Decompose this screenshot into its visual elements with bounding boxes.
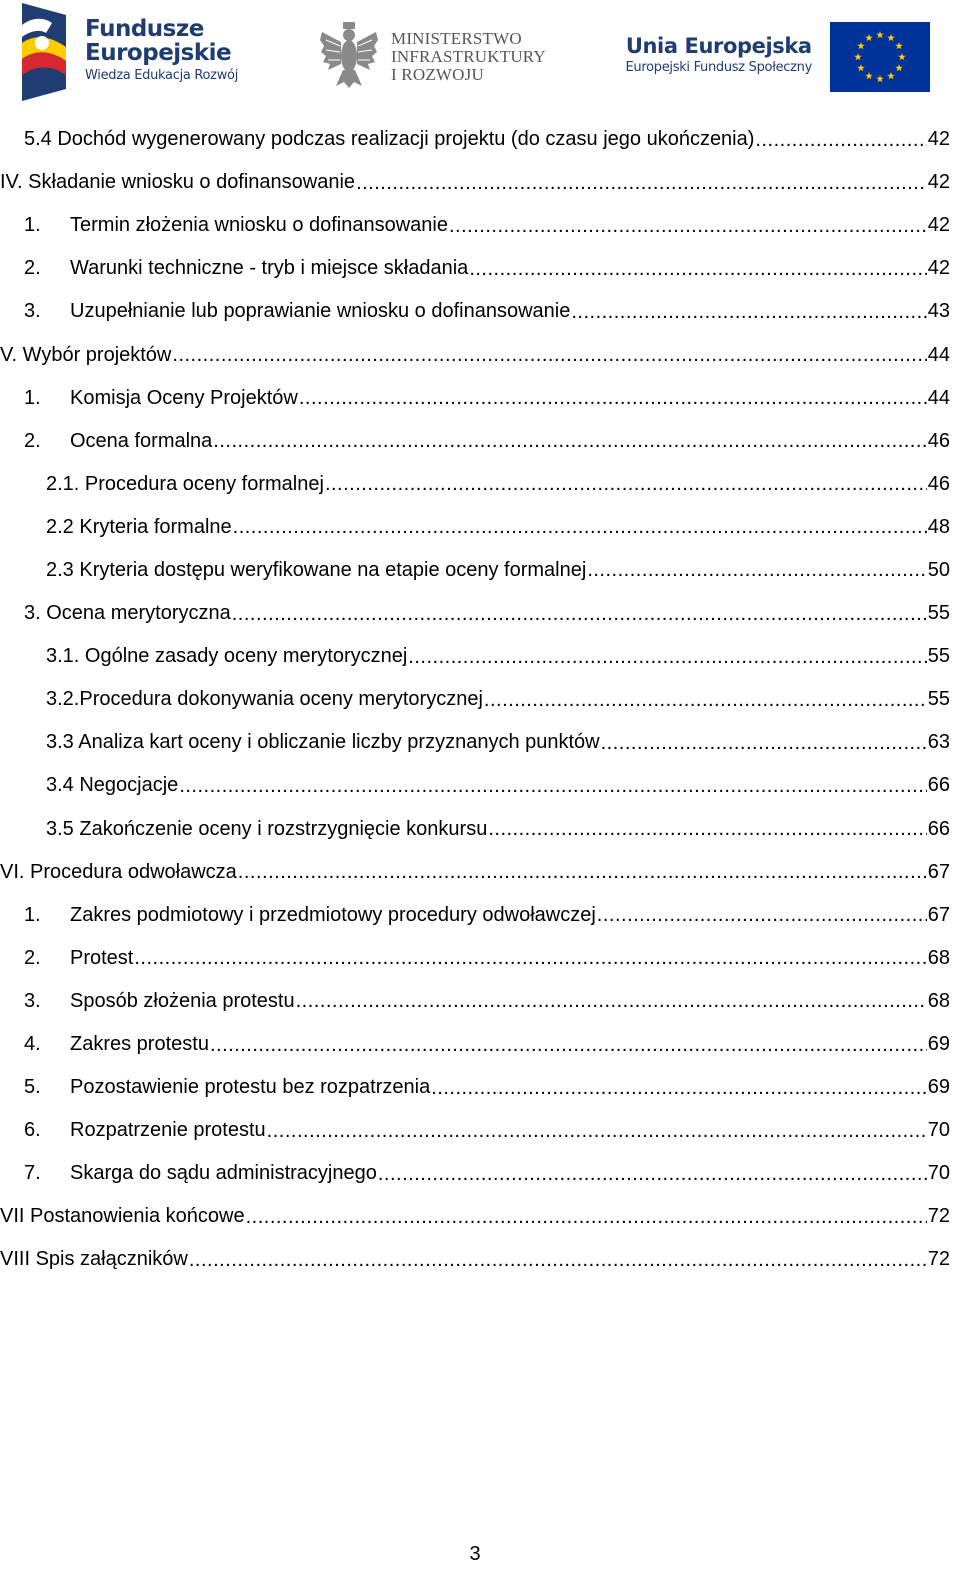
toc-dot-leader: [601, 731, 927, 755]
toc-dot-leader: [378, 1162, 927, 1186]
toc-entry-page: 68: [927, 946, 950, 969]
toc-entry-title: Zakres podmiotowy i przedmiotowy procedury odwoławczej: [70, 903, 596, 926]
fe-logo-tagline: Wiedza Edukacja Rozwój: [85, 68, 239, 83]
toc-entry[interactable]: [0, 333, 950, 376]
toc-entry[interactable]: [0, 247, 950, 290]
toc-entry-title: IV. Składanie wniosku o dofinansowanie: [0, 171, 356, 194]
ue-logo-line1: Unia Europejska: [625, 34, 812, 58]
toc-entry[interactable]: [0, 1023, 950, 1066]
toc-entry[interactable]: [0, 1109, 950, 1152]
toc-entry-page: 67: [927, 860, 950, 883]
toc-entry[interactable]: [0, 764, 950, 807]
toc-entry[interactable]: [0, 980, 950, 1023]
ministry-logo: [318, 20, 558, 98]
toc-entry-title: Zakres protestu: [70, 1033, 209, 1056]
toc-entry-title: VI. Procedura odwoławcza: [0, 860, 237, 883]
toc-entry-page: 44: [927, 343, 950, 366]
toc-entry-number: 1.: [24, 214, 41, 237]
logo-bar: [0, 0, 960, 104]
toc-entry-title: 2.3 Kryteria dostępu weryfikowane na etapie oceny formalnej: [46, 558, 587, 581]
toc-entry-page: 42: [927, 257, 950, 280]
toc-entry[interactable]: [0, 118, 950, 161]
toc-entry[interactable]: [0, 463, 950, 506]
toc-entry-page: 68: [927, 989, 950, 1012]
toc-entry-page: 42: [927, 128, 950, 151]
toc-dot-leader: [356, 171, 927, 195]
ue-logo-line2: Europejski Fundusz Społeczny: [625, 60, 812, 75]
toc-entry-page: 43: [927, 300, 950, 323]
toc-entry[interactable]: [0, 204, 950, 247]
toc-entry-page: 63: [927, 731, 950, 754]
ministry-line2: INFRASTRUKTURY: [391, 47, 546, 66]
toc-dot-leader: [213, 429, 926, 453]
toc-entry[interactable]: [0, 678, 950, 721]
toc-entry[interactable]: [0, 937, 950, 980]
eu-flag-icon: [830, 22, 930, 92]
toc-dot-leader: [238, 860, 927, 884]
toc-dot-leader: [210, 1033, 927, 1057]
toc-entry-number: 6.: [24, 1119, 41, 1142]
toc-entry-title: Ocena formalna: [70, 429, 213, 452]
toc-entry-title: Pozostawienie protestu bez rozpatrzenia: [70, 1076, 431, 1099]
table-of-contents: [0, 118, 950, 1282]
fe-logo-line1: Fundusze: [85, 16, 204, 42]
toc-entry-title: Uzupełnianie lub poprawianie wniosku o dofinansowanie: [70, 300, 571, 323]
toc-entry[interactable]: [0, 1066, 950, 1109]
toc-entry-title: Protest: [70, 946, 134, 969]
toc-dot-leader: [431, 1076, 927, 1100]
toc-entry[interactable]: [0, 377, 950, 420]
toc-entry-page: 48: [927, 515, 950, 538]
toc-entry[interactable]: [0, 161, 950, 204]
unia-europejska-logo: [608, 22, 930, 92]
toc-entry-page: 42: [927, 214, 950, 237]
toc-entry-page: 66: [927, 774, 950, 797]
toc-entry-page: 42: [927, 171, 950, 194]
toc-dot-leader: [172, 343, 926, 367]
toc-dot-leader: [189, 1248, 927, 1272]
toc-entry-page: 55: [927, 645, 950, 668]
toc-dot-leader: [232, 602, 927, 626]
toc-entry[interactable]: [0, 420, 950, 463]
toc-entry-page: 70: [927, 1162, 950, 1185]
toc-entry-title: Sposób złożenia protestu: [70, 989, 295, 1012]
toc-dot-leader: [246, 1205, 927, 1229]
toc-entry-page: 70: [927, 1119, 950, 1142]
toc-entry-number: 2.: [24, 946, 41, 969]
toc-dot-leader: [179, 774, 926, 798]
toc-entry-page: 46: [927, 429, 950, 452]
ue-logo-text: [626, 34, 813, 78]
toc-dot-leader: [488, 817, 926, 841]
toc-entry-page: 67: [927, 903, 950, 926]
toc-dot-leader: [134, 946, 926, 970]
toc-entry[interactable]: [0, 635, 950, 678]
toc-entry-page: 72: [927, 1248, 950, 1271]
toc-entry-page: 66: [927, 817, 950, 840]
fe-flag-icon: [22, 3, 80, 101]
toc-entry-number: 2.: [24, 429, 41, 452]
toc-entry[interactable]: [0, 1152, 950, 1195]
toc-entry[interactable]: [0, 592, 950, 635]
toc-entry[interactable]: [0, 290, 950, 333]
toc-entry-title: V. Wybór projektów: [0, 343, 172, 366]
toc-entry-number: 5.: [24, 1076, 41, 1099]
toc-dot-leader: [571, 300, 926, 324]
toc-entry[interactable]: [0, 808, 950, 851]
toc-entry-number: 1.: [24, 903, 41, 926]
toc-dot-leader: [755, 128, 926, 152]
ministry-line1: MINISTERSTWO: [391, 29, 522, 48]
toc-entry-title: VII Postanowienia końcowe: [0, 1205, 245, 1228]
toc-entry-page: 69: [927, 1076, 950, 1099]
toc-entry-number: 3.: [24, 300, 41, 323]
toc-entry-page: 50: [927, 558, 950, 581]
toc-dot-leader: [233, 515, 927, 539]
eagle-icon: [318, 20, 380, 90]
toc-entry-title: 3.4 Negocjacje: [46, 774, 179, 797]
toc-entry-title: Skarga do sądu administracyjnego: [70, 1162, 377, 1185]
toc-dot-leader: [587, 558, 926, 582]
toc-dot-leader: [469, 257, 926, 281]
toc-entry-title: VIII Spis załączników: [0, 1248, 188, 1271]
toc-dot-leader: [449, 214, 927, 238]
toc-entry-title: 3.5 Zakończenie oceny i rozstrzygnięcie konkursu: [46, 817, 488, 840]
toc-entry-title: 3.2.Procedura dokonywania oceny merytorycznej: [46, 688, 483, 711]
toc-entry-title: 3.3 Analiza kart oceny i obliczanie liczby przyznanych punktów: [46, 731, 600, 754]
toc-entry[interactable]: [0, 1195, 950, 1238]
toc-entry[interactable]: [0, 894, 950, 937]
toc-entry-title: 3.1. Ogólne zasady oceny merytorycznej: [46, 645, 408, 668]
page-number: 3: [469, 1543, 481, 1565]
toc-entry[interactable]: [0, 506, 950, 549]
toc-entry[interactable]: [0, 1238, 950, 1281]
toc-dot-leader: [299, 386, 927, 410]
toc-entry-title: Komisja Oceny Projektów: [70, 386, 298, 409]
toc-entry-title: Warunki techniczne - tryb i miejsce składania: [70, 257, 469, 280]
toc-entry-page: 55: [927, 602, 950, 625]
toc-entry-page: 46: [927, 472, 950, 495]
toc-dot-leader: [597, 903, 927, 927]
toc-entry-title: 5.4 Dochód wygenerowany podczas realizacji projektu (do czasu jego ukończenia): [24, 128, 755, 151]
toc-dot-leader: [408, 645, 926, 669]
ministry-line3: I ROZWOJU: [391, 65, 484, 84]
toc-dot-leader: [484, 688, 927, 712]
toc-entry-title: 3. Ocena merytoryczna: [24, 602, 231, 625]
toc-entry-title: Termin złożenia wniosku o dofinansowanie: [70, 214, 448, 237]
toc-entry-page: 69: [927, 1033, 950, 1056]
fundusze-europejskie-logo: [22, 3, 262, 101]
toc-dot-leader: [325, 472, 927, 496]
toc-dot-leader: [296, 989, 927, 1013]
toc-entry-page: 72: [927, 1205, 950, 1228]
toc-entry-title: Rozpatrzenie protestu: [70, 1119, 266, 1142]
toc-entry-number: 3.: [24, 989, 41, 1012]
fe-logo-line2: Europejskie: [85, 40, 232, 66]
toc-dot-leader: [267, 1119, 927, 1143]
toc-entry-number: 4.: [24, 1033, 41, 1056]
toc-entry-page: 44: [927, 386, 950, 409]
toc-entry-page: 55: [927, 688, 950, 711]
toc-entry-title: 2.1. Procedura oceny formalnej: [46, 472, 324, 495]
toc-entry-number: 7.: [24, 1162, 41, 1185]
fe-logo-text: [85, 17, 238, 87]
toc-entry[interactable]: [0, 721, 950, 764]
toc-entry-title: 2.2 Kryteria formalne: [46, 515, 232, 538]
toc-entry-number: 1.: [24, 386, 41, 409]
toc-entry[interactable]: [0, 851, 950, 894]
toc-entry-number: 2.: [24, 257, 41, 280]
toc-entry[interactable]: [0, 549, 950, 592]
ministry-logo-text: [391, 30, 546, 84]
